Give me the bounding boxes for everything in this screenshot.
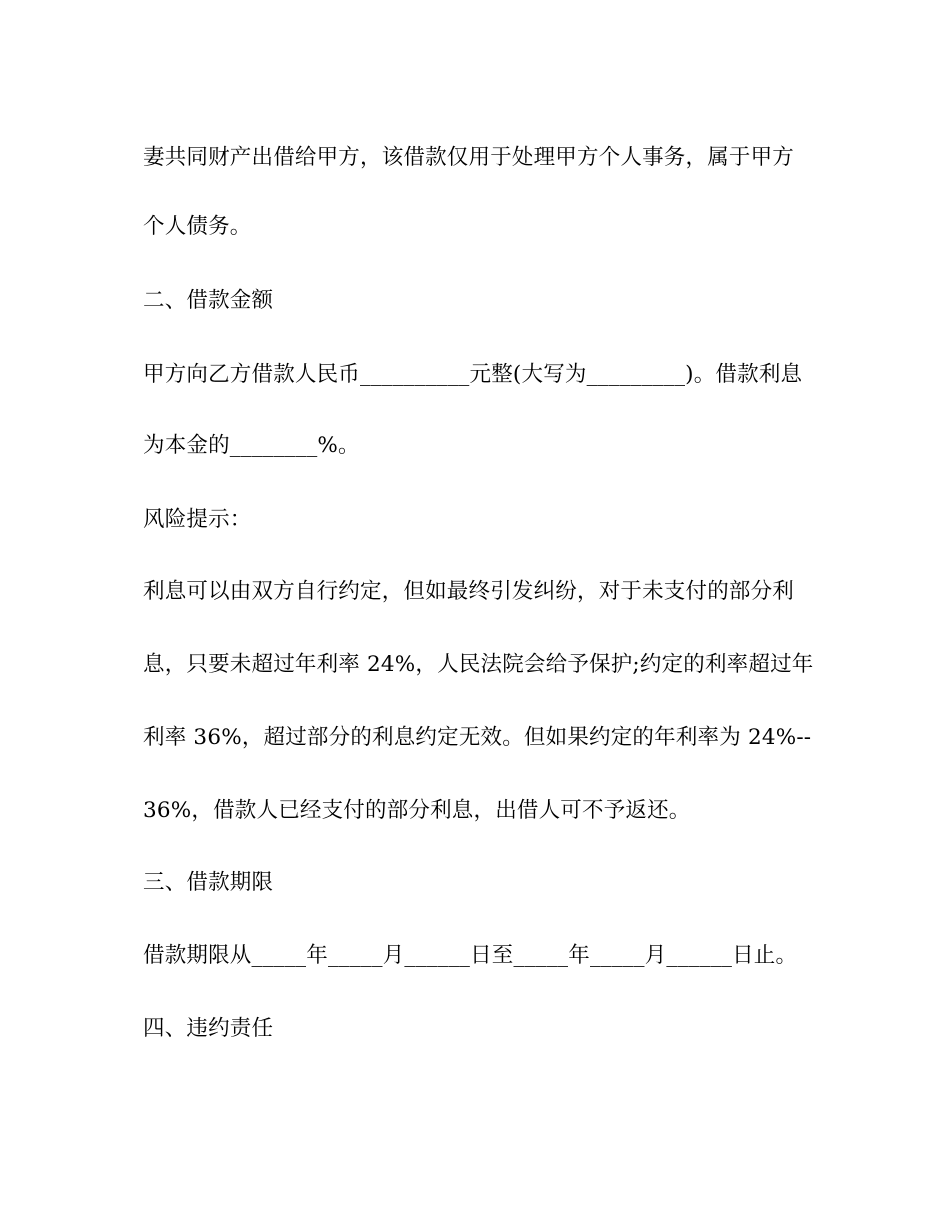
paragraph-line: 妻共同财产出借给甲方，该借款仅用于处理甲方个人事务，属于甲方 bbox=[143, 145, 795, 170]
paragraph-line: 为本金的________%。 bbox=[143, 433, 360, 458]
paragraph-line: 息，只要未超过年利率 24%，人民法院会给予保护;约定的利率超过年 bbox=[143, 652, 814, 677]
paragraph-line: 个人债务。 bbox=[143, 214, 252, 239]
risk-notice-heading: 风险提示： bbox=[143, 507, 252, 532]
paragraph-line: 利率 36%，超过部分的利息约定无效。但如果约定的年利率为 24%-- bbox=[143, 725, 812, 750]
paragraph-line: 利息可以由双方自行约定，但如最终引发纠纷，对于未支付的部分利 bbox=[143, 579, 795, 604]
paragraph-line: 36%，借款人已经支付的部分利息，出借人可不予返还。 bbox=[143, 798, 691, 823]
section-heading-loan-term: 三、借款期限 bbox=[143, 870, 274, 895]
section-heading-liability: 四、违约责任 bbox=[143, 1016, 274, 1041]
section-heading-loan-amount: 二、借款金额 bbox=[143, 288, 274, 313]
paragraph-line: 甲方向乙方借款人民币__________元整(大写为_________)。借款利息 bbox=[143, 362, 803, 387]
paragraph-line: 借款期限从_____年_____月______日至_____年_____月______日止。 bbox=[143, 943, 798, 968]
